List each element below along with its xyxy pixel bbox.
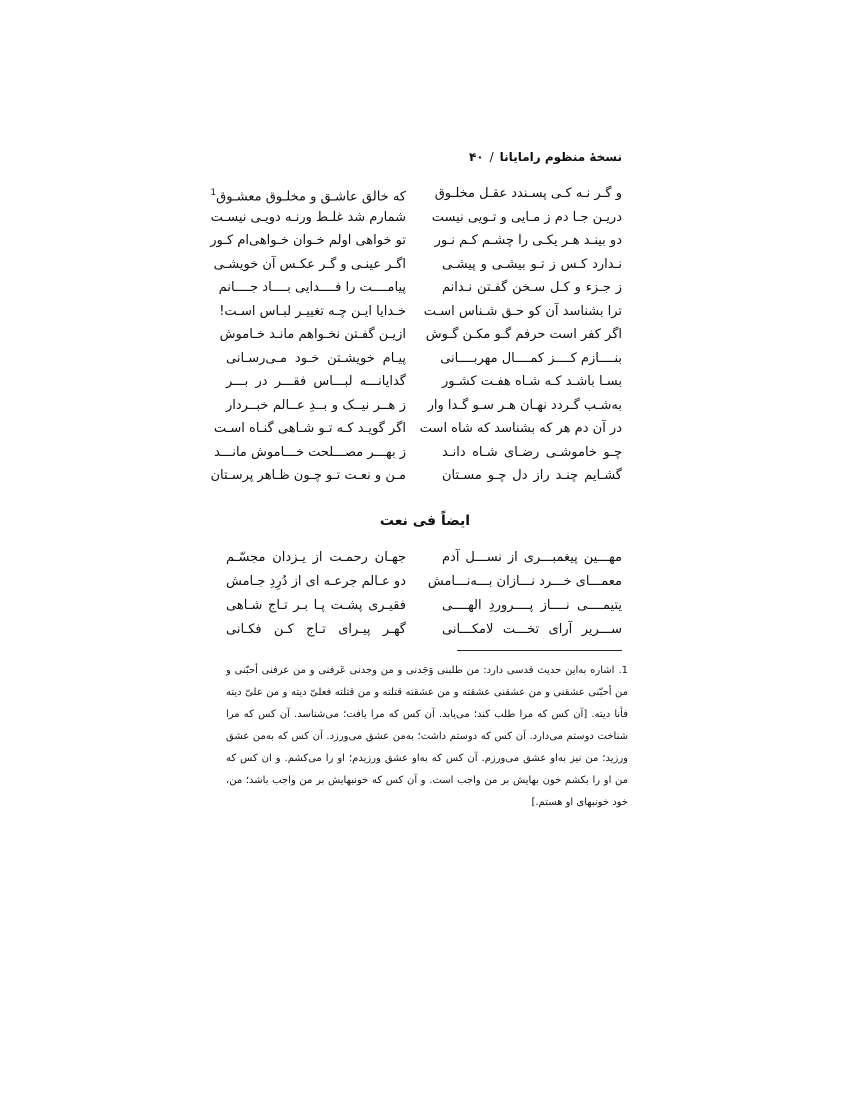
hemistich-left [226,618,406,642]
hemistich-left [210,182,406,206]
hemistich-left-text: ز هــر نیــک و بــدِ عــالم خبــردار [226,397,406,413]
hemistich-left-text: اگر گویـد کـه تـو شـاهی گنـاه اسـت [213,421,406,436]
hemistich-left [226,370,406,394]
header-separator: / [489,150,494,164]
hemistich-left-text: دو عـالم جرعـه ای از دُرِدِ جـامش [226,574,406,589]
couplet [226,570,622,594]
hemistich-right: گشـایم چنـد راز دل چـو مسـتان [442,468,622,483]
couplet [210,182,622,206]
couplet [219,323,622,347]
hemistich-right: ز جـزء و کـل سـخن گفـتن نـدانم [442,280,622,295]
poem-block-naat [226,546,622,642]
hemistich-left [226,546,406,570]
hemistich-left [226,347,406,371]
hemistich-left [226,570,406,594]
hemistich-left [226,394,406,418]
hemistich-right: دریـن جـا دم ز مـایی و تـویی نیست [431,209,622,225]
hemistich-left-text: پیامــــت را فــــدایی بــــاد جــــانم [218,280,406,295]
header-title: نسخهٔ منظوم رامایانا [499,150,622,164]
hemistich-left-text: اگـر عینـی و گـر عکـس آن خویشـی [213,256,406,272]
couplet [226,394,622,418]
hemistich-left-text: ازیـن گفـتن نخـواهم مانـد خـاموش [219,327,406,342]
couplet [226,347,622,371]
couplet [213,253,622,277]
couplet [218,276,622,300]
hemistich-left-text: که خالق عاشـق و مخلـوق معشـوق [216,189,406,205]
couplet [226,370,622,394]
footnote [226,660,628,814]
hemistich-left-text: تو خواهی اولم خـوان خـواهی‌ام کـور [210,233,406,248]
couplet [210,206,622,230]
running-header [469,150,622,164]
footnote-number: 1. [618,665,628,676]
footnote-rule [457,650,622,651]
hemistich-left-text: خـدایا ایـن چـه تغییـر لبـاس اسـت! [219,303,406,319]
hemistich-right: مهـــین پیغمبـــری از نســـل آدم [442,550,622,565]
couplet [226,546,622,570]
footnote-text: اشاره به‌این حدیث قدسی دارد: من طلبنی وَجَدنی و من وجدنی عَرفنی و من عرفنی أحبّنی و من أحبّنی عشقنی و من عشقنی عشقته و من عشقته قتلته و من قتلته فعلیّ دیته و من علیّ دیته فأنا دیته. [آن کس که مرا طلب کند؛ می‌یابد. آن کس که مرا یافت؛ می‌شناسد. آن کس که مرا شناخت دوستم می‌دارد. آن کس که دوستم داشت؛ به‌من عشق می‌ورزد. آن کس که به‌من عشق ورزید؛ من نیز به‌او عشق می‌ورزم. آن کس که به‌او عشق ورزیدم؛ او را می‌کشم. و ان کس که من او را بکشم خون بهایش بر من واجب است. و آن کس که خونبهایش بر من واجب باشد؛ من، خود خونبهای او هستم.] [226,665,628,808]
hemistich-right: در آن دم هر که بشناسد که شاه است [419,421,622,436]
hemistich-left-text: گهـر پیـرای تـاج کـن فکـانی [226,622,406,637]
hemistich-right: بنــــازم کــــز کمــــال مهربــــانی [440,350,622,366]
poem-block-main [210,182,622,488]
hemistich-right: ســـریر آرای تخـــت لامکـــانی [442,622,622,637]
hemistich-right: چـو خاموشـی رضـای شـاه دانـد [442,444,622,460]
hemistich-left [218,276,406,300]
hemistich-left-text: گدایانـــه لبـــاس فقـــر در بـــر [226,374,406,389]
couplet [210,229,622,253]
couplet [214,441,622,465]
hemistich-right: دو بینـد هـر یکـی را چشـم کـم نـور [434,233,622,248]
hemistich-left-text: مـن و نعـت تـو چـون ظـاهر پرسـتان [210,468,406,483]
hemistich-left [213,417,406,441]
hemistich-left [210,229,406,253]
hemistich-right: یتیمــــی نــــاز پــــروردِ الهــــی [442,598,622,613]
hemistich-left [210,464,406,488]
hemistich-right: ترا بشناسد آن کو حـق شـناس اسـت [423,303,622,319]
hemistich-left-text: ز بهـــر مصـــلحت خـــاموش مانـــد [214,444,406,460]
couplet [226,594,622,618]
hemistich-left [219,323,406,347]
couplet [219,300,622,324]
hemistich-left [214,441,406,465]
hemistich-left [226,594,406,618]
couplet [226,618,622,642]
hemistich-right: نـدارد کـس ز تـو بیشـی و پیشـی [442,256,622,272]
hemistich-right: بسـا باشـد کـه شـاه هفـت کشـور [442,374,622,389]
hemistich-left-text: فقیـری پشـت پـا بـر تـاج شـاهی [226,598,406,613]
hemistich-right: و گـر نـه کـی پسـندد عقـل مخلـوق [434,186,622,201]
hemistich-right: اگر کفر است حرفم گـو مکـن گـوش [425,327,622,342]
footnote-marker: 1 [210,188,217,198]
hemistich-right: معمـــای خـــرد نـــازان بـــه‌نـــامش [427,574,622,589]
page-number: ۴۰ [468,150,484,164]
hemistich-left [213,253,406,277]
hemistich-left-text: شمارم شد غلـط ورنـه دویـی نیسـت [210,209,406,225]
couplet [210,464,622,488]
hemistich-left [219,300,406,324]
hemistich-left-text: پیـام خویشـتن خـود مـی‌رسـانی [226,350,406,366]
section-title: ایضاً فی نعت [379,513,471,529]
couplet [213,417,622,441]
hemistich-left [210,206,406,230]
hemistich-left-text: جهـان رحمـت از یـزدان مجسّـم [226,550,406,565]
hemistich-right: به‌شـب گـردد نهـان هـر سـو گـدا وار [427,397,622,413]
